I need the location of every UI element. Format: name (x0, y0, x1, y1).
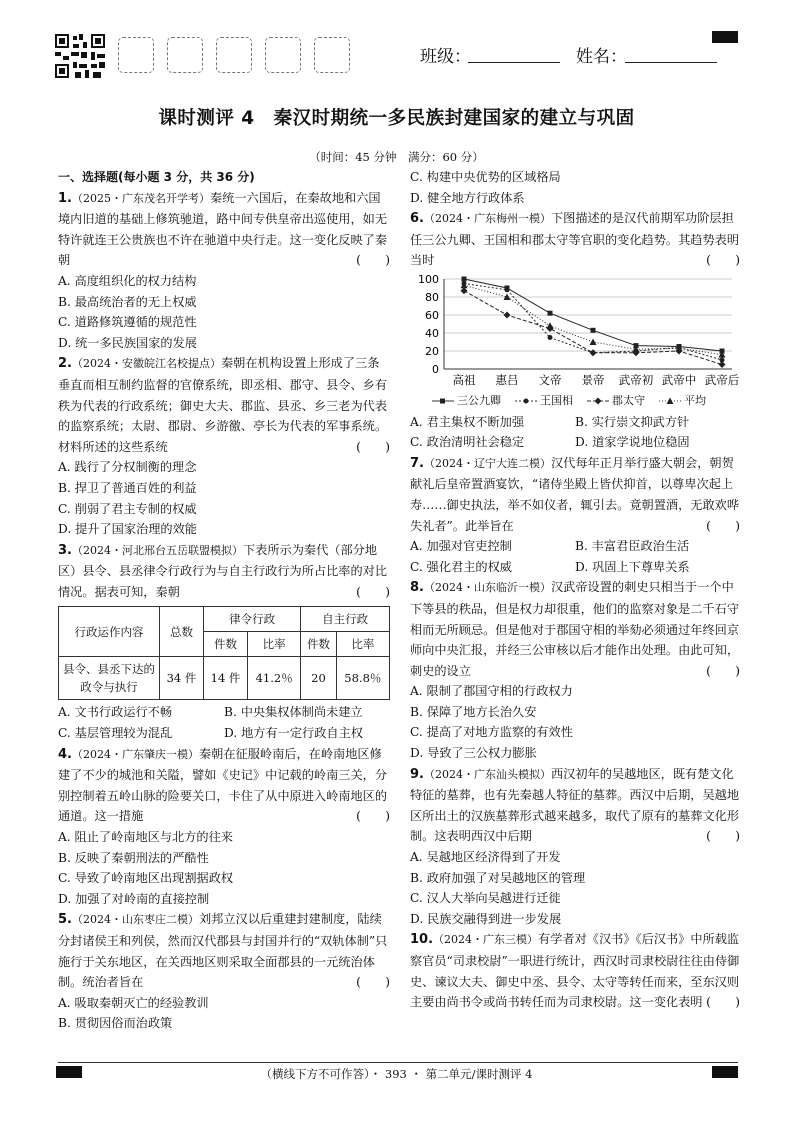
data-point-diamond (504, 311, 511, 318)
question-2 (58, 353, 390, 539)
table-subheader: 比率 (248, 632, 301, 657)
question-number: 4. (58, 746, 72, 762)
question-source: （2024・辽宁大连二模） (423, 456, 551, 470)
table-subheader: 件数 (204, 632, 248, 657)
question-stem: 下表所示为秦代（部分地区）县令、县丞律令行政行为与自主行政行为所占比率的对比情况。据表可知，秦朝 (58, 542, 388, 599)
question-stem: 刘邦立汉以后重建封建制度，陆续分封诸侯王和列侯，然而汉代郡县与封国并行的“双轨体制”只施行于关东地区，在关西地区则采取全面郡县的一元统治体制。统治者旨在 (58, 912, 388, 990)
question-number: 3. (58, 542, 72, 558)
table-header: 行政运作内容 (59, 607, 160, 657)
x-tick-label: 文帝 (538, 372, 562, 387)
name-input-line[interactable] (625, 62, 717, 63)
y-tick-label: 40 (425, 326, 439, 340)
question-number: 6. (410, 211, 424, 227)
x-tick-label: 高祖 (452, 372, 476, 387)
legend-label: 王国相 (540, 393, 573, 407)
option-b: B. 政府加强了对吴越地区的管理 (410, 870, 586, 885)
question-10 (410, 929, 740, 1012)
question-number: 8. (410, 580, 424, 596)
answer-blank[interactable]: ( ) (356, 975, 390, 990)
question-stem: 秦统一六国后，在秦故地和六国境内旧道的基础上修筑驰道，路中间专供皇帝出巡使用，如无特许就连王公贵族也不许在驰道中央行走。这一变化反映了秦朝 (58, 190, 388, 268)
question-number: 10. (410, 932, 434, 948)
data-point-triangle (547, 322, 554, 329)
question-stem: 西汉初年的吴越地区，既有楚文化特征的墓葬，也有先秦越人特征的墓葬。西汉中后期，吴越地区所出土的汉族墓葬形式越来越多，取代了原有的墓葬文化形制。这表明西汉中后期 (410, 766, 740, 844)
question-stem: 有学者对《汉书》《后汉书》中所载监察官员“司隶校尉”一职进行统计，西汉时司隶校尉往往由侍御史、谏议大夫、御史中丞、县令、太守等转任而来，至东汉则主要由尚书令或尚书转任而为司隶校尉。这一变化表明 (410, 932, 740, 1010)
score-box-1[interactable] (118, 37, 154, 73)
legend-item (659, 391, 706, 412)
option-a: A. 吴越地区经济得到了开发 (410, 850, 561, 865)
option-c: C. 削弱了君主专制的权威 (58, 501, 197, 516)
question-number: 5. (58, 912, 72, 928)
chart-legend (432, 391, 740, 412)
question-stem: 秦朝在征服岭南后，在岭南地区修建了不少的城池和关隘，譬如《史记》中记载的岭南三关，分别控制着五岭山脉的险要关口，卡住了从中原进入岭南地区的通道。这一措施 (58, 746, 388, 824)
table-cell: 41.2％ (248, 657, 301, 700)
question-source: （2024・河北邢台五岳联盟模拟） (71, 543, 243, 557)
question-source: （2024・广东汕头模拟） (423, 767, 551, 781)
y-tick-label: 20 (425, 344, 439, 358)
section-heading: 一、选择题(每小题 3 分，共 36 分) (58, 170, 255, 184)
question-source: （2025・广东茂名开学考） (71, 191, 210, 205)
answer-blank[interactable]: ( ) (356, 253, 390, 268)
option-c: C. 提高了对地方监察的有效性 (410, 725, 573, 740)
data-point-dot (505, 287, 510, 292)
option-a: A. 君主集权不断加强 (410, 414, 525, 429)
question-source: （2024・山东枣庄二模） (71, 913, 199, 927)
legend-label: 平均 (684, 393, 706, 407)
line-chart (410, 271, 740, 391)
score-box-4[interactable] (265, 37, 301, 73)
table-cell: 34 件 (160, 657, 204, 700)
legend-label: 三公九卿 (457, 393, 501, 407)
answer-blank[interactable]: ( ) (706, 253, 740, 268)
option-b: B. 实行崇文抑武方针 (575, 414, 690, 429)
option-a: A. 加强对官吏控制 (410, 539, 512, 554)
score-box-5[interactable] (314, 37, 350, 73)
table-cell: 20 (301, 657, 336, 700)
answer-blank[interactable]: ( ) (706, 518, 740, 533)
x-tick-label: 武帝中 (661, 372, 697, 387)
question-1 (58, 188, 390, 354)
legend-marker-square-icon (432, 397, 454, 405)
class-label: 班级： (420, 47, 471, 67)
question-source: （2024・安徽皖江名校提点） (71, 357, 221, 371)
data-point-diamond (719, 361, 726, 368)
data-point-square (591, 328, 596, 333)
question-number: 2. (58, 356, 72, 372)
right-column (410, 167, 740, 1013)
corner-marker-bottom-right (712, 1066, 738, 1078)
left-column (58, 167, 390, 1034)
data-point-diamond (590, 349, 597, 356)
question-source: （2024・广东梅州一模） (423, 212, 551, 226)
table-cell: 58.8％ (336, 657, 389, 700)
option-d: D. 健全地方行政体系 (410, 190, 525, 205)
answer-blank[interactable]: ( ) (356, 809, 390, 824)
legend-item (432, 391, 501, 412)
series-line-2 (464, 283, 722, 360)
option-a: A. 践行了分权制衡的理念 (58, 460, 197, 475)
option-c: C. 汉人大举向吴越进行迁徙 (410, 891, 561, 906)
question-number: 1. (58, 190, 72, 206)
option-c: C. 强化君主的权威 (410, 559, 512, 574)
question-6 (410, 208, 740, 453)
y-tick-label: 80 (425, 290, 439, 304)
legend-item (515, 391, 573, 412)
page-footer: （横线下方不可作答）・ 393 ・ 第二单元/课时测评 4 (260, 1067, 533, 1081)
option-b: B. 中央集权体制尚未建立 (224, 705, 363, 720)
option-a: A. 文书行政运行不畅 (58, 705, 173, 720)
x-tick-label: 景帝 (581, 372, 605, 387)
answer-blank[interactable]: ( ) (356, 439, 390, 454)
table-header: 律令行政 (204, 607, 301, 632)
question-stem: 汉代每年正月举行盛大朝会，朝贺献礼后皇帝置酒宴饮，“诸侍坐殿上皆伏抑首，以尊卑次起上寿……御史执法，举不如仪者，辄引去。竟朝置酒，无敢欢哗失礼者”。此举旨在 (410, 455, 740, 533)
option-b: B. 保障了地方长治久安 (410, 704, 537, 719)
table-header: 自主行政 (301, 607, 390, 632)
question-5 (58, 909, 390, 1034)
x-tick-label: 武帝初 (618, 372, 654, 387)
data-point-triangle (590, 338, 597, 345)
question-7 (410, 453, 740, 578)
time-score-info: （时间：45 分钟 满分：60 分） (309, 150, 484, 164)
option-c: C. 政治清明社会稳定 (410, 435, 525, 450)
question-3 (58, 540, 390, 744)
option-d: D. 导致了三公权力膨胀 (410, 746, 537, 761)
legend-label: 郡太守 (612, 393, 645, 407)
question-9 (410, 764, 740, 930)
option-b: B. 最高统治者的无上权威 (58, 294, 197, 309)
option-d: D. 加强了对岭南的直接控制 (58, 891, 210, 906)
table-cell: 县令、县丞下达的政令与执行 (59, 657, 160, 700)
table-row (59, 657, 390, 700)
data-point-square (462, 276, 467, 281)
table-subheader: 件数 (301, 632, 336, 657)
x-tick-label: 武帝后 (704, 372, 740, 387)
legend-marker-dot-icon (515, 397, 537, 405)
page-title: 课时测评 4 秦汉时期统一多民族封建国家的建立与巩固 (158, 108, 635, 129)
table-cell: 14 件 (204, 657, 248, 700)
legend-item (587, 391, 645, 412)
class-input-line[interactable] (468, 62, 560, 63)
name-label: 姓名： (576, 47, 627, 67)
question-stem: 下图描述的是汉代前期军功阶层担任三公九卿、王国相和郡太守等官职的变化趋势。其趋势表明当时 (410, 211, 740, 268)
option-d: D. 统一多民族国家的发展 (58, 335, 197, 350)
answer-blank[interactable]: ( ) (706, 663, 740, 678)
footer-divider (58, 1062, 738, 1063)
question-4 (58, 744, 390, 910)
data-point-triangle (461, 282, 468, 289)
question-number: 7. (410, 455, 424, 471)
question-source: （2024・山东临沂一模） (423, 581, 551, 595)
option-a: A. 吸取秦朝灭亡的经验教训 (58, 995, 209, 1010)
legend-marker-diamond-icon (587, 397, 609, 405)
option-b: B. 丰富君臣政治生活 (575, 539, 690, 554)
option-c: C. 基层管理较为混乱 (58, 726, 173, 741)
option-a: A. 高度组织化的权力结构 (58, 273, 197, 288)
option-d: D. 提升了国家治理的效能 (58, 522, 197, 537)
answer-blank[interactable]: ( ) (356, 584, 390, 599)
score-box-2[interactable] (167, 37, 203, 73)
answer-blank[interactable]: ( ) (706, 829, 740, 844)
option-d: D. 地方有一定行政自主权 (224, 726, 363, 741)
question-source: （2024・广东肇庆一模） (71, 747, 199, 761)
score-box-3[interactable] (216, 37, 252, 73)
data-point-dot (548, 335, 553, 340)
option-b: B. 反映了秦朝刑法的严酷性 (58, 850, 209, 865)
y-tick-label: 100 (418, 272, 439, 286)
question-stem: 秦朝在机构设置上形成了三条垂直而相互制约监督的官僚系统，即丞相、郡守、县令、乡有秩为代表的行政系统；御史大夫、郡监、县丞、乡三老为代表的监察系统；太尉、郡尉、乡游徼、亭长为代表的军事系统。材料所述的这些系统 (58, 356, 388, 454)
corner-marker-top-right (712, 31, 738, 43)
option-a: A. 阻止了岭南地区与北方的往来 (58, 830, 233, 845)
option-b: B. 捍卫了普通百姓的利益 (58, 480, 197, 495)
option-a: A. 限制了郡国守相的行政权力 (410, 684, 573, 699)
option-c: C. 构建中央优势的区域格局 (410, 170, 561, 184)
question-source: （2024・广东三模） (433, 933, 539, 947)
option-d: D. 道家学说地位稳固 (575, 435, 690, 450)
question-stem: 汉武帝设置的刺史只相当于一个中下等县的秩品，但是权力却很重，他们的监察对象是二千石守相而无所顾忌。但是他对于郡国守相的举劾必须通过年终回京师向中央汇报，并经三公审核以后才能作出处理。由此可知，刺史的设立 (410, 580, 740, 678)
option-d: D. 巩固上下尊卑关系 (575, 559, 690, 574)
qr-code-icon (55, 34, 105, 78)
option-b: B. 贯彻因俗而治政策 (58, 1016, 173, 1031)
data-table (58, 606, 390, 700)
table-subheader: 比率 (336, 632, 389, 657)
answer-blank[interactable]: ( ) (706, 995, 740, 1010)
option-c: C. 导致了岭南地区出现割据政权 (58, 871, 234, 886)
option-d: D. 民族交融得到进一步发展 (410, 911, 562, 926)
data-point-square (548, 311, 553, 316)
y-tick-label: 0 (432, 362, 439, 376)
legend-marker-triangle-icon (659, 397, 681, 405)
question-number: 9. (410, 766, 424, 782)
y-tick-label: 60 (425, 308, 439, 322)
x-tick-label: 惠吕 (495, 372, 519, 387)
question-8 (410, 577, 740, 763)
option-c: C. 道路修筑遵循的规范性 (58, 315, 197, 330)
table-header: 总数 (160, 607, 204, 657)
